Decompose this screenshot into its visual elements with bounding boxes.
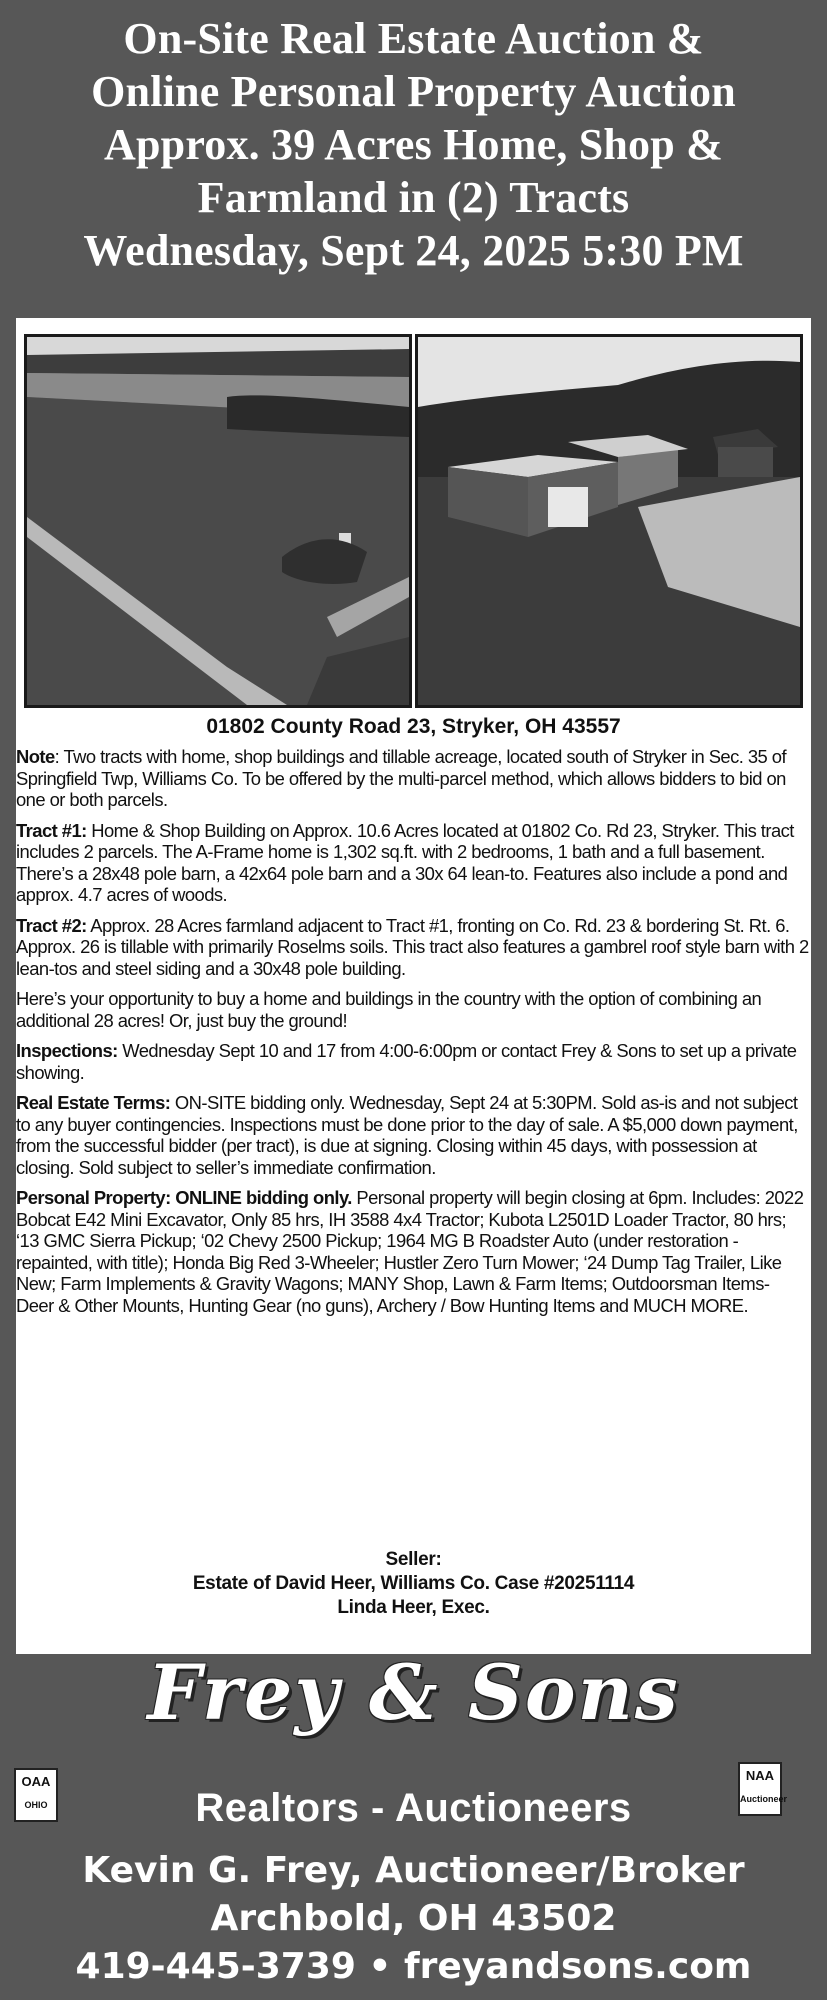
contact-city: Archbold, OH 43502 xyxy=(210,1898,617,1939)
aerial-farmland-photo xyxy=(24,334,412,708)
oaa-badge-bottom: OHIO xyxy=(24,1800,48,1810)
company-subtitle: Realtors - Auctioneers xyxy=(195,1786,632,1830)
contact-phone-web: 419-445-3739 • freyandsons.com xyxy=(75,1946,752,1987)
headline-line-4: Farmland in (2) Tracts xyxy=(197,173,630,222)
tract2-paragraph xyxy=(16,915,811,980)
seller-estate: Estate of David Heer, Williams Co. Case #20251114 xyxy=(192,1573,635,1594)
flyer-header xyxy=(0,0,827,312)
headline-line-3: Approx. 39 Acres Home, Shop & xyxy=(104,120,723,169)
tract2-text: Approx. 28 Acres farmland adjacent to Tract #1, fronting on Co. Rd. 23 & bordering St. Rt. 6. Approx. 26 is tillable with primarily Roselms soils. This tract also features a gambrel roof style barn with 2 lean-tos and steel siding and a 30x48 pole building. xyxy=(16,914,809,979)
tract2-label: Tract #2: xyxy=(16,914,87,936)
naa-badge-top: NAA xyxy=(745,1768,775,1783)
photo-row xyxy=(24,334,803,708)
tract1-text: Home & Shop Building on Approx. 10.6 Acres located at 01802 Co. Rd 23, Stryker. This tract includes 2 parcels. The A-Frame home is 1,302 sq.ft. with 2 bedrooms, 1 bath and a full basement. There’s a 28x48 pole barn, a 42x64 pole barn and a 30x 64 lean-to. Features also include a pond and approx. 4.7 acres of woods. xyxy=(16,819,794,905)
headline-date: Wednesday, Sept 24, 2025 5:30 PM xyxy=(83,226,744,275)
barn-buildings-photo xyxy=(415,334,803,708)
personal-property-text: Personal property will begin closing at 6pm. Includes: 2022 Bobcat E42 Mini Excavator, Only 85 hrs, IH 3588 4x4 Tractor; Kubota L2501D Loader Tractor, 80 hrs; ‘13 GMC Sierra Pickup; ‘02 Chevy 2500 Pickup; 1964 MG B Roadster Auto (under restoration - repainted, with title); Honda Big Red 3-Wheeler; Hustler Zero Turn Mower; ‘24 Dump Tag Trailer, Like New; Farm Implements & Gravity Wagons; MANY Shop, Lawn & Farm Items; Outdoorsman Items- Deer & Other Mounts, Hunting Gear (no guns), Archery / Bow Hunting Items and MUCH MORE. xyxy=(16,1187,804,1316)
note-label: Note xyxy=(16,746,55,767)
frey-sons-logo: Frey & Sons xyxy=(147,1648,680,1737)
content-panel xyxy=(16,318,811,1654)
naa-badge-bottom: Auctioneer xyxy=(740,1794,788,1804)
opportunity-paragraph: Here’s your opportunity to buy a home and buildings in the country with the option of combining an additional 28 acres! Or, just buy the ground! xyxy=(16,988,762,1031)
property-address: 01802 County Road 23, Stryker, OH 43557 xyxy=(206,715,621,738)
inspections-paragraph xyxy=(16,1040,811,1083)
headline-line-2: Online Personal Property Auction xyxy=(91,67,736,116)
headline-line-1: On-Site Real Estate Auction & xyxy=(123,14,704,63)
personal-property-paragraph xyxy=(16,1187,811,1316)
oaa-badge-top: OAA xyxy=(21,1774,51,1789)
terms-text: ON-SITE bidding only. Wednesday, Sept 24 at 5:30PM. Sold as-is and not subject to any buyer contingencies. Inspections must be done prior to the day of sale. A $5,000 down payment, from the successful bidder (per tract), is due at signing. Closing within 45 days, with possession at closing. Sold subject to seller’s immediate confirmation. xyxy=(16,1092,798,1178)
seller-exec: Linda Heer, Exec. xyxy=(337,1597,490,1618)
note-text: : Two tracts with home, shop buildings and tillable acreage, located south of Stryker in Sec. 35 of Springfield Twp, Williams Co. To be offered by the multi-parcel method, which allows bidders to bid on one or both parcels. xyxy=(16,746,787,810)
inspections-text: Wednesday Sept 10 and 17 from 4:00-6:00pm or contact Frey & Sons to set up a private showing. xyxy=(16,1040,797,1083)
tract1-paragraph xyxy=(16,820,811,906)
seller-block xyxy=(16,1548,811,1620)
note-paragraph xyxy=(16,746,811,811)
contact-name: Kevin G. Frey, Auctioneer/Broker xyxy=(82,1850,745,1891)
seller-label: Seller: xyxy=(385,1549,442,1570)
terms-label: Real Estate Terms: xyxy=(16,1092,171,1113)
personal-property-label: Personal Property: ONLINE bidding only. xyxy=(16,1187,352,1208)
description-body xyxy=(16,746,811,1325)
tract1-label: Tract #1: xyxy=(16,819,87,841)
terms-paragraph xyxy=(16,1092,811,1178)
inspections-label: Inspections: xyxy=(16,1040,118,1061)
